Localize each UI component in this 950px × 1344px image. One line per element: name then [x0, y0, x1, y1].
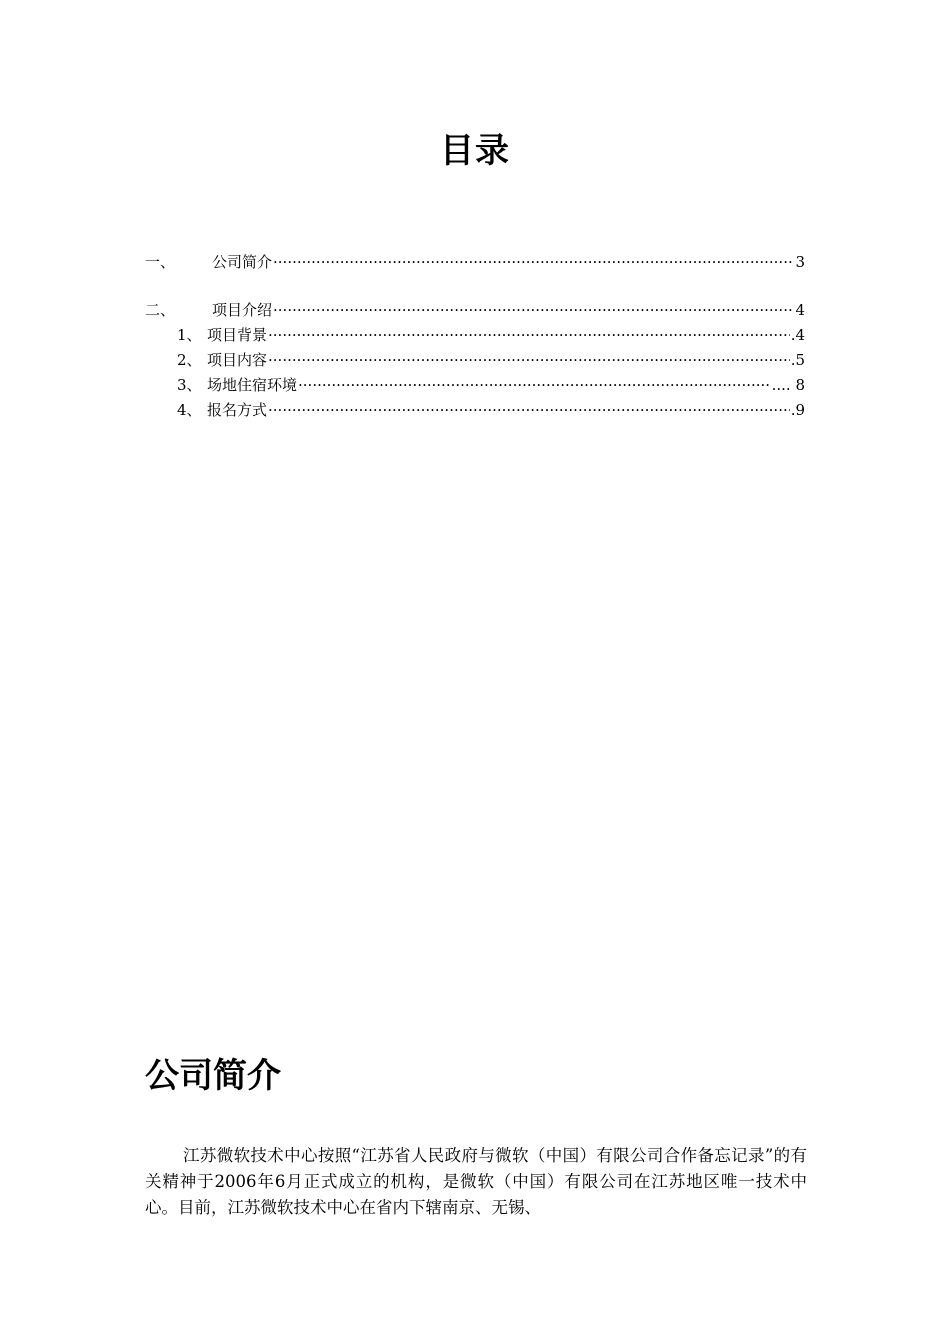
toc-entry-registration[interactable]: [145, 398, 805, 422]
toc-entry-project-intro[interactable]: [145, 298, 805, 322]
toc-entry-number: 3、: [177, 376, 202, 394]
toc-entry-page: .9: [790, 401, 805, 419]
toc-entry-label: 项目内容: [207, 351, 268, 369]
toc-entry-label: 项目介绍: [212, 301, 273, 319]
toc-leader-dots: [268, 348, 790, 372]
toc-entry-page: 4: [795, 301, 805, 319]
toc-entry-company-intro[interactable]: [145, 250, 805, 274]
section-heading: 公司简介: [145, 1056, 281, 1096]
toc-entry-venue-accommodation[interactable]: [145, 373, 805, 397]
toc-entry-number: 一、: [145, 253, 176, 271]
toc-leader-dots: [273, 298, 794, 322]
toc-entry-project-background[interactable]: [145, 323, 805, 347]
toc-entry-number: 4、: [177, 401, 202, 419]
toc-entry-number: 二、: [145, 301, 176, 319]
toc-entry-page: .4: [790, 326, 805, 344]
toc-leader-dots: [298, 373, 771, 397]
toc-entry-label: 场地住宿环境: [207, 376, 298, 394]
toc-leader-dots: [268, 398, 790, 422]
toc-entry-label: 项目背景: [207, 326, 268, 344]
toc-entry-number: 1、: [177, 326, 202, 344]
body-paragraph: 江苏微软技术中心按照“江苏省人民政府与微软（中国）有限公司合作备忘记录”的有关精神于2006年6月正式成立的机构，是微软（中国）有限公司在江苏地区唯一技术中心。目前，江苏微软技术中心在省内下辖南京、无锡、: [145, 1145, 807, 1217]
toc-entry-page: .5: [790, 351, 805, 369]
toc-entry-label: 公司简介: [212, 253, 273, 271]
toc-leader-dots: [273, 250, 794, 274]
toc-entry-project-content[interactable]: [145, 348, 805, 372]
toc-entry-number: 2、: [177, 351, 202, 369]
toc-entry-page: .... 8: [771, 376, 805, 394]
toc-entry-label: 报名方式: [207, 401, 268, 419]
toc-entry-page: 3: [795, 253, 805, 271]
toc-title: 目录: [440, 131, 510, 171]
toc-leader-dots: [268, 323, 790, 347]
